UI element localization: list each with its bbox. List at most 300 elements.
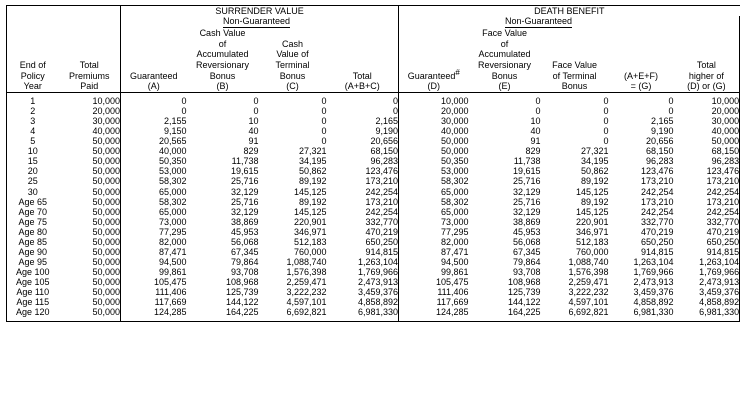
cell-sv-guaranteed: 99,861 (121, 267, 187, 277)
db-non-guaranteed-label: Non-Guaranteed (505, 16, 572, 28)
cell-sv-accum-rev-bonus: 25,716 (230, 196, 259, 207)
cell-db-guaranteed: 77,295 (399, 227, 469, 237)
cell-db-accum-rev-bonus: 38,869 (513, 216, 541, 227)
col-header-line: Premiums (68, 70, 110, 81)
cell-sv-accum-rev-bonus: 0 (253, 95, 259, 106)
cell-db-guaranteed: 50,000 (399, 136, 469, 146)
cell-db-sum: 650,250 (641, 236, 674, 247)
cell-db-sum: 68,150 (646, 146, 674, 157)
cell-sv-terminal-bonus: 3,222,232 (286, 287, 327, 298)
cell-db-sum: 1,263,104 (633, 257, 674, 268)
cell-db-total: 3,459,376 (674, 287, 740, 297)
cell-total-premiums-paid: 50,000 (92, 277, 120, 288)
cell-db-total: 173,210 (674, 176, 740, 186)
cell-sv-guaranteed: 40,000 (121, 146, 187, 156)
cell-total-premiums-paid: 50,000 (92, 146, 120, 157)
cell-policy-year: 4 (7, 126, 59, 136)
col-header-line: Policy (20, 70, 45, 81)
cell-db-accum-rev-bonus: 829 (525, 146, 541, 157)
cell-policy-year: Age 65 (7, 197, 59, 207)
col-header-db-face-value-accum-rev-bonus (469, 28, 541, 92)
cell-sv-guaranteed: 0 (121, 96, 187, 106)
cell-db-total: 6,981,330 (674, 307, 740, 317)
bottom-cell (59, 318, 121, 322)
cell-db-accum-rev-bonus: 0 (535, 105, 541, 116)
cell-sv-total: 2,165 (375, 115, 399, 126)
cell-db-terminal-bonus: 3,222,232 (568, 287, 609, 298)
cell-sv-terminal-bonus: 0 (321, 105, 327, 116)
col-header-line: (E) (498, 81, 511, 92)
table-row (7, 277, 740, 287)
cell-db-guaranteed: 50,000 (399, 146, 469, 156)
cell-policy-year: Age 85 (7, 237, 59, 247)
cell-db-terminal-bonus: 6,692,821 (568, 307, 609, 318)
cell-sv-guaranteed: 87,471 (121, 247, 187, 257)
table-row (7, 106, 740, 116)
cell-policy-year: 2 (7, 106, 59, 116)
cell-sv-accum-rev-bonus: 91 (248, 136, 259, 147)
cell-db-total: 914,815 (674, 247, 740, 257)
cell-db-total: 123,476 (674, 166, 740, 176)
cell-sv-accum-rev-bonus: 38,869 (230, 216, 259, 227)
bottom-cell (259, 318, 327, 322)
table-row (7, 116, 740, 126)
cell-db-sum: 332,770 (641, 216, 674, 227)
cell-sv-total: 2,473,913 (358, 277, 399, 288)
cell-sv-guaranteed: 111,406 (121, 287, 187, 297)
cell-sv-terminal-bonus: 89,192 (298, 196, 327, 207)
cell-db-sum: 1,769,966 (633, 267, 674, 278)
cell-db-total: 96,283 (674, 156, 740, 166)
cell-total-premiums-paid: 50,000 (92, 307, 120, 318)
cell-sv-terminal-bonus: 220,901 (293, 216, 327, 227)
cell-db-sum: 6,981,330 (633, 307, 674, 318)
cell-policy-year: 5 (7, 136, 59, 146)
cell-db-terminal-bonus: 2,259,471 (568, 277, 609, 288)
cell-db-guaranteed: 40,000 (399, 126, 469, 136)
cell-sv-total: 0 (393, 95, 399, 106)
cell-total-premiums-paid: 50,000 (92, 166, 120, 177)
cell-db-guaranteed: 50,350 (399, 156, 469, 166)
col-header-line: Cash (281, 38, 303, 49)
cell-db-accum-rev-bonus: 108,968 (508, 277, 541, 288)
cell-db-total: 50,000 (674, 136, 740, 146)
empty-cell (59, 6, 121, 17)
empty-cell (674, 16, 740, 28)
cell-policy-year: Age 100 (7, 267, 59, 277)
cell-total-premiums-paid: 30,000 (92, 115, 120, 126)
cell-db-terminal-bonus: 1,576,398 (568, 267, 609, 278)
cell-sv-total: 9,190 (375, 126, 399, 137)
cell-db-accum-rev-bonus: 93,708 (513, 267, 541, 278)
cell-db-sum: 0 (668, 95, 674, 106)
cell-sv-guaranteed: 9,150 (121, 126, 187, 136)
empty-cell (327, 16, 399, 28)
group-header-death-benefit: DEATH BENEFIT (399, 6, 740, 17)
col-header-line: Reversionary (478, 59, 532, 70)
table-row (7, 217, 740, 227)
col-header-line: Bonus (561, 81, 588, 92)
cell-policy-year: Age 120 (7, 307, 59, 317)
group-header-row (7, 6, 740, 17)
cell-db-accum-rev-bonus: 144,122 (508, 297, 541, 308)
cell-db-guaranteed: 65,000 (399, 187, 469, 197)
col-header-line: (D) or (G) (687, 81, 726, 92)
cell-db-guaranteed: 87,471 (399, 247, 469, 257)
empty-cell (399, 16, 469, 28)
cell-total-premiums-paid: 50,000 (92, 297, 120, 308)
cell-db-terminal-bonus: 0 (603, 105, 609, 116)
cell-policy-year: Age 110 (7, 287, 59, 297)
table-row (7, 207, 740, 217)
cell-db-total: 68,150 (674, 146, 740, 156)
cell-sv-terminal-bonus: 0 (321, 115, 327, 126)
cell-db-sum: 173,210 (641, 196, 674, 207)
col-header-line: Accumulated (478, 49, 531, 60)
col-header-line: Bonus (209, 70, 236, 81)
cell-sv-terminal-bonus: 145,125 (293, 206, 327, 217)
cell-db-terminal-bonus: 1,088,740 (568, 257, 609, 268)
cell-sv-guaranteed: 65,000 (121, 207, 187, 217)
col-header-line: (D) (427, 81, 441, 92)
col-header-line: Accumulated (196, 49, 249, 60)
cell-db-total: 2,473,913 (674, 277, 740, 287)
cell-total-premiums-paid: 50,000 (92, 226, 120, 237)
cell-db-sum: 0 (668, 105, 674, 116)
col-header-line: Face Value (552, 59, 597, 70)
cell-sv-total: 650,250 (365, 236, 399, 247)
cell-db-accum-rev-bonus: 25,716 (513, 196, 541, 207)
table-row (7, 257, 740, 267)
cell-db-terminal-bonus: 0 (603, 136, 609, 147)
col-header-line: = (G) (630, 81, 652, 92)
cell-sv-terminal-bonus: 760,000 (293, 246, 327, 257)
cell-db-sum: 173,210 (641, 176, 674, 187)
table-row (7, 267, 740, 277)
cell-sv-guaranteed: 53,000 (121, 166, 187, 176)
table-row (7, 187, 740, 197)
table-row (7, 247, 740, 257)
cell-db-terminal-bonus: 34,195 (581, 156, 609, 167)
cell-sv-guaranteed: 124,285 (121, 307, 187, 317)
cell-total-premiums-paid: 40,000 (92, 126, 120, 137)
cell-db-accum-rev-bonus: 79,864 (513, 257, 541, 268)
cell-sv-terminal-bonus: 1,576,398 (286, 267, 327, 278)
cell-db-accum-rev-bonus: 19,615 (513, 166, 541, 177)
cell-sv-terminal-bonus: 6,692,821 (286, 307, 327, 318)
cell-policy-year: Age 95 (7, 257, 59, 267)
cell-sv-accum-rev-bonus: 79,864 (230, 257, 259, 268)
cell-db-total: 1,263,104 (674, 257, 740, 267)
bottom-cell (187, 318, 259, 322)
bottom-cell (469, 318, 541, 322)
table-row (7, 126, 740, 136)
cell-sv-accum-rev-bonus: 93,708 (230, 267, 259, 278)
cell-sv-accum-rev-bonus: 11,738 (231, 156, 259, 167)
col-header-line (399, 67, 469, 82)
table-row (7, 166, 740, 176)
cell-db-terminal-bonus: 0 (603, 126, 609, 137)
cell-sv-guaranteed: 58,302 (121, 197, 187, 207)
cell-policy-year: Age 70 (7, 207, 59, 217)
cell-sv-total: 1,263,104 (358, 257, 399, 268)
cell-db-accum-rev-bonus: 164,225 (508, 307, 541, 318)
cell-sv-terminal-bonus: 0 (321, 136, 327, 147)
cell-db-terminal-bonus: 0 (603, 95, 609, 106)
cell-db-guaranteed: 53,000 (399, 166, 469, 176)
col-header-line: Cash Value (199, 28, 246, 39)
cell-db-accum-rev-bonus: 11,738 (513, 156, 541, 167)
table-bottom-row (7, 318, 740, 322)
cell-db-total: 650,250 (674, 237, 740, 247)
cell-db-sum: 9,190 (651, 126, 674, 137)
cell-sv-terminal-bonus: 0 (321, 95, 327, 106)
table-row (7, 307, 740, 317)
cell-db-accum-rev-bonus: 10 (530, 115, 541, 126)
cell-policy-year: 1 (7, 96, 59, 106)
table-row (7, 136, 740, 146)
cell-db-sum: 3,459,376 (633, 287, 674, 298)
cell-sv-guaranteed: 105,475 (121, 277, 187, 287)
col-header-line: Reversionary (195, 59, 250, 70)
bottom-cell (609, 318, 674, 322)
cell-sv-total: 123,476 (365, 166, 399, 177)
cell-db-guaranteed: 58,302 (399, 197, 469, 207)
cell-sv-total: 4,858,892 (358, 297, 399, 308)
cell-policy-year: 10 (7, 146, 59, 156)
bottom-cell (121, 318, 187, 322)
cell-sv-terminal-bonus: 89,192 (298, 176, 327, 187)
cell-policy-year: 20 (7, 166, 59, 176)
cell-sv-accum-rev-bonus: 829 (243, 146, 259, 157)
cell-sv-total: 1,769,966 (358, 267, 399, 278)
cell-db-accum-rev-bonus: 25,716 (513, 176, 541, 187)
cell-total-premiums-paid: 50,000 (92, 267, 120, 278)
bottom-cell (541, 318, 609, 322)
cell-sv-guaranteed: 82,000 (121, 237, 187, 247)
col-header-line: Total (352, 70, 372, 81)
cell-db-total: 1,769,966 (674, 267, 740, 277)
cell-db-guaranteed: 73,000 (399, 217, 469, 227)
col-header-line: (A+E+F) (624, 70, 659, 81)
cell-policy-year: 15 (7, 156, 59, 166)
bottom-cell (327, 318, 399, 322)
col-header-line: Guaranteed (129, 70, 178, 81)
cell-policy-year: 30 (7, 187, 59, 197)
cell-db-sum: 4,858,892 (633, 297, 674, 308)
cell-db-terminal-bonus: 145,125 (576, 206, 609, 217)
cell-db-guaranteed: 105,475 (399, 277, 469, 287)
cell-sv-guaranteed: 77,295 (121, 227, 187, 237)
col-header-line: Bonus (491, 70, 518, 81)
col-header-db-sum (609, 28, 674, 92)
cell-sv-accum-rev-bonus: 10 (248, 115, 259, 126)
cell-db-accum-rev-bonus: 40 (530, 126, 541, 137)
column-header-row (7, 28, 740, 92)
empty-cell (121, 16, 187, 28)
cell-sv-total: 20,656 (370, 136, 399, 147)
cell-db-sum: 20,656 (646, 136, 674, 147)
sv-non-guaranteed-label: Non-Guaranteed (223, 16, 290, 28)
cell-sv-accum-rev-bonus: 40 (248, 126, 259, 137)
bottom-cell (399, 318, 469, 322)
col-header-line: Face Value (482, 28, 527, 39)
cell-db-sum: 470,219 (641, 226, 674, 237)
cell-sv-total: 242,254 (365, 186, 399, 197)
cell-sv-accum-rev-bonus: 32,129 (230, 206, 259, 217)
cell-policy-year: 25 (7, 176, 59, 186)
cell-db-terminal-bonus: 27,321 (581, 146, 609, 157)
cell-sv-terminal-bonus: 346,971 (293, 226, 327, 237)
cell-db-total: 242,254 (674, 207, 740, 217)
table-row (7, 146, 740, 156)
cell-sv-total: 3,459,376 (358, 287, 399, 298)
cell-db-total: 242,254 (674, 187, 740, 197)
col-header-line: Bonus (279, 70, 306, 81)
table-row (7, 156, 740, 166)
cell-sv-total: 68,150 (370, 146, 399, 157)
cell-db-accum-rev-bonus: 32,129 (513, 206, 541, 217)
cell-db-sum: 2,473,913 (633, 277, 674, 288)
cell-policy-year: Age 90 (7, 247, 59, 257)
cell-db-total: 4,858,892 (674, 297, 740, 307)
cell-sv-total: 173,210 (365, 176, 399, 187)
cell-policy-year: Age 105 (7, 277, 59, 287)
cell-sv-terminal-bonus: 34,195 (298, 156, 327, 167)
cell-sv-total: 242,254 (365, 206, 399, 217)
col-header-line: (A) (147, 81, 160, 92)
cell-db-accum-rev-bonus: 125,739 (508, 287, 541, 298)
col-header-line: of (500, 38, 509, 49)
cell-sv-accum-rev-bonus: 125,739 (225, 287, 259, 298)
col-header-line: Total (79, 59, 99, 70)
subgroup-header-db-non-guaranteed (469, 16, 609, 28)
cell-db-total: 332,770 (674, 217, 740, 227)
cell-total-premiums-paid: 50,000 (92, 287, 120, 298)
cell-sv-accum-rev-bonus: 32,129 (230, 186, 259, 197)
cell-db-terminal-bonus: 346,971 (576, 226, 609, 237)
cell-sv-accum-rev-bonus: 19,615 (230, 166, 259, 177)
cell-sv-terminal-bonus: 1,088,740 (286, 257, 327, 268)
col-header-line: (A+B+C) (344, 81, 380, 92)
cell-sv-total: 96,283 (370, 156, 399, 167)
cell-db-guaranteed: 117,669 (399, 297, 469, 307)
cell-db-total: 10,000 (674, 96, 740, 106)
cell-db-total: 40,000 (674, 126, 740, 136)
empty-cell (7, 16, 59, 28)
cell-total-premiums-paid: 50,000 (92, 156, 120, 167)
cell-sv-total: 914,815 (365, 246, 399, 257)
table-row (7, 227, 740, 237)
cell-sv-total: 332,770 (365, 216, 399, 227)
cell-total-premiums-paid: 20,000 (92, 105, 120, 116)
cell-sv-terminal-bonus: 2,259,471 (286, 277, 327, 288)
col-header-line: Terminal (275, 59, 310, 70)
subgroup-header-row (7, 16, 740, 28)
table-row (7, 197, 740, 207)
cell-sv-total: 6,981,330 (358, 307, 399, 318)
cell-sv-total: 470,219 (365, 226, 399, 237)
cell-total-premiums-paid: 50,000 (92, 206, 120, 217)
cell-db-sum: 914,815 (641, 246, 674, 257)
cell-db-terminal-bonus: 89,192 (581, 196, 609, 207)
cell-db-guaranteed: 10,000 (399, 96, 469, 106)
cell-total-premiums-paid: 50,000 (92, 257, 120, 268)
cell-db-guaranteed: 111,406 (399, 287, 469, 297)
cell-db-total: 173,210 (674, 197, 740, 207)
cell-policy-year: Age 115 (7, 297, 59, 307)
col-header-sv-total (327, 28, 399, 92)
empty-cell (7, 6, 59, 17)
cell-sv-terminal-bonus: 27,321 (298, 146, 327, 157)
cell-db-terminal-bonus: 760,000 (576, 246, 609, 257)
bottom-cell (674, 318, 740, 322)
col-header-line: of (218, 38, 227, 49)
cell-db-total: 30,000 (674, 116, 740, 126)
cell-db-accum-rev-bonus: 67,345 (513, 246, 541, 257)
col-header-line: of Terminal (552, 70, 597, 81)
col-header-sv-cash-value-terminal-bonus (259, 28, 327, 92)
cell-sv-terminal-bonus: 4,597,101 (286, 297, 327, 308)
table-body (7, 96, 740, 318)
cell-sv-accum-rev-bonus: 108,968 (225, 277, 259, 288)
col-header-sv-cash-value-accum-rev-bonus (187, 28, 259, 92)
cell-policy-year: Age 75 (7, 217, 59, 227)
col-header-end-of-policy-year (7, 28, 59, 92)
cell-sv-total: 173,210 (365, 196, 399, 207)
cell-sv-guaranteed: 0 (121, 106, 187, 116)
cell-sv-guaranteed: 50,350 (121, 156, 187, 166)
col-header-sv-guaranteed (121, 28, 187, 92)
cell-total-premiums-paid: 50,000 (92, 186, 120, 197)
cell-sv-accum-rev-bonus: 144,122 (225, 297, 259, 308)
empty-cell (59, 16, 121, 28)
cell-sv-guaranteed: 117,669 (121, 297, 187, 307)
cell-sv-guaranteed: 65,000 (121, 187, 187, 197)
cell-sv-guaranteed: 94,500 (121, 257, 187, 267)
cell-sv-accum-rev-bonus: 67,345 (230, 246, 259, 257)
cell-total-premiums-paid: 50,000 (92, 246, 120, 257)
table-row (7, 176, 740, 186)
cell-db-accum-rev-bonus: 32,129 (513, 186, 541, 197)
col-header-line: Total (696, 59, 716, 70)
cell-total-premiums-paid: 50,000 (92, 176, 120, 187)
cell-db-terminal-bonus: 4,597,101 (568, 297, 609, 308)
table-row (7, 237, 740, 247)
cell-db-terminal-bonus: 0 (603, 115, 609, 126)
cell-total-premiums-paid: 50,000 (92, 236, 120, 247)
cell-sv-terminal-bonus: 0 (321, 126, 327, 137)
cell-sv-accum-rev-bonus: 0 (253, 105, 259, 116)
table-row (7, 287, 740, 297)
cell-db-guaranteed: 82,000 (399, 237, 469, 247)
cell-sv-terminal-bonus: 50,862 (298, 166, 327, 177)
cell-db-sum: 242,254 (641, 206, 674, 217)
col-header-db-total (674, 28, 740, 92)
cell-db-total: 20,000 (674, 106, 740, 116)
cell-total-premiums-paid: 10,000 (92, 95, 120, 106)
cell-sv-guaranteed: 20,565 (121, 136, 187, 146)
cell-db-terminal-bonus: 145,125 (576, 186, 609, 197)
cell-db-terminal-bonus: 89,192 (581, 176, 609, 187)
col-header-line: Value of (276, 49, 309, 60)
cell-sv-accum-rev-bonus: 45,953 (230, 226, 259, 237)
db-guaranteed-footnote-marker: # (455, 67, 460, 77)
cell-db-sum: 96,283 (646, 156, 674, 167)
cell-db-guaranteed: 124,285 (399, 307, 469, 317)
cell-db-guaranteed: 99,861 (399, 267, 469, 277)
cell-db-accum-rev-bonus: 45,953 (513, 226, 541, 237)
